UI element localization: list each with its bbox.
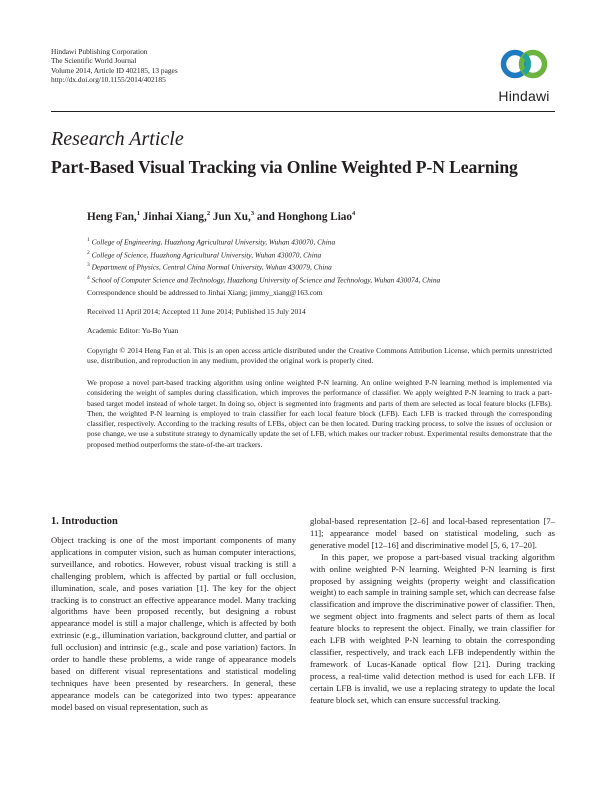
author-affil-sup: 2: [206, 210, 211, 217]
body-paragraph: Object tracking is one of the most important components of many applications in computer vision, such as human computer interactions, surveillance, and robotics. However, robust visual tracking is still a challenging problem, which is affected by partial or full occlusion, illumination, scale, and poses variation [1]. The key for the object tracking is to construct an effective appearance model. Many tracking algorithms have been proposed recently, but designing a robust appearance model is still a major challenge, which is affected by both extrinsic (e.g., illumination variation, background clutter, and partial or full occlusion) and intrinsic (e.g., scale and pose variation) factors. In order to handle these problems, a wide range of appearance models based on different visual representations and statistical modeling techniques have been presented by researchers. In general, these appearance models can be categorized into two types: appearance model based on visual representation, such as: [51, 535, 296, 712]
correspondence: Correspondence should be addressed to Jinhai Xiang; jimmy_xiang@163.com: [87, 288, 323, 297]
author-name: Jinhai Xiang,: [139, 211, 207, 223]
affiliation-text: Department of Physics, Central China Normal University, Wuhan 430079, China: [89, 262, 332, 272]
header-rule: [51, 111, 555, 112]
affiliation: [87, 235, 440, 248]
author-affil-sup: 4: [352, 210, 356, 217]
body-paragraph: global-based representation [2–6] and local-based representation [7–11]; appearance model based on statistical modeling, such as generative model [12–16] and discriminative model [5, 6, 17–20].: [310, 516, 555, 550]
affiliation-text: College of Engineering, Huazhong Agricultural University, Wuhan 430070, China: [89, 237, 336, 247]
affiliation: [87, 248, 440, 261]
academic-editor: Academic Editor: Yu-Bo Yuan: [87, 326, 179, 335]
hindawi-logo: [493, 40, 555, 104]
body-column-right: [310, 516, 555, 707]
affiliation: [87, 260, 440, 273]
author-list: [87, 211, 355, 223]
hindawi-logo-text: Hindawi: [498, 88, 550, 104]
body-column-left: [51, 535, 296, 714]
author-name: Jun Xu,: [210, 211, 251, 223]
affiliation-list: [87, 235, 440, 286]
article-type: Research Article: [51, 128, 184, 150]
publication-dates: Received 11 April 2014; Accepted 11 June 2014; Published 15 July 2014: [87, 307, 306, 316]
copyright-notice: Copyright © 2014 Heng Fan et al. This is an open access article distributed under the Creative Commons Attribution License, which permits unrestricted use, distribution, and reproduction in any medium, provided the original work is properly cited.: [87, 346, 552, 366]
journal-name: The Scientific World Journal: [51, 56, 137, 66]
affiliation-sup: 4: [87, 275, 90, 282]
author-name: Heng Fan,: [87, 211, 137, 223]
paper-title: Part-Based Visual Tracking via Online Weighted P-N Learning: [51, 157, 518, 177]
doi-link[interactable]: http://dx.doi.org/10.1155/2014/402185: [51, 74, 166, 84]
author-affil-sup: 1: [136, 210, 140, 217]
affiliation-sup: 2: [87, 249, 90, 256]
affiliation-text: College of Science, Huazhong Agricultural University, Wuhan 430070, China: [89, 250, 322, 260]
affiliation-sup: 3: [87, 262, 90, 269]
journal-header: [51, 47, 178, 84]
affiliation-sup: 1: [87, 237, 90, 243]
abstract: We propose a novel part-based tracking algorithm using online weighted P-N learning. An online weighted P-N learning method is implemented via considering the weight of samples during classification, which improves the performance of classifier. We apply weighted P-N learning to track a part-based target model instead of whole target. In doing so, object is segmented into fragments and parts of them are selected as local feature blocks (LFBs). Then, the weighted P-N learning is employed to train classifier for each local feature block (LFB). Each LFB is tracked through the corresponding classifier, respectively. According to the tracking results of LFBs, object can be then located. During tracking process, to solve the issues of occlusion or pose change, we use a substitute strategy to dynamically update the set of LFB, which makes our tracker robust. Experimental results demonstrate that the proposed method outperforms the state-of-the-art trackers.: [87, 378, 552, 449]
section-heading: 1. Introduction: [51, 516, 118, 527]
hindawi-logo-icon: [493, 40, 555, 88]
affiliation: [87, 273, 440, 286]
publisher-name: Hindawi Publishing Corporation: [51, 47, 148, 56]
volume-info: Volume 2014, Article ID 402185, 13 pages: [51, 65, 178, 75]
author-affil-sup: 3: [250, 210, 255, 217]
author-name: and Honghong Liao: [254, 211, 352, 223]
affiliation-text: School of Computer Science and Technology, Huazhong University of Science and Technology, Wuhan 430074, China: [89, 275, 441, 285]
body-paragraph: In this paper, we propose a part-based visual tracking algorithm with online weighted P-N learning. Weighted P-N learning is first proposed by assigning weights (property weight and classification weight) to each sample in training sample set, which can decrease false classification and improve the discriminative power of classifier. Then, we segment object into fragments and select parts of them as local feature blocks to represent the object. Finally, we train classifier for each LFB with weighted P-N learning to obtain the corresponding classifier, respectively, and track each LFB independently within the framework of Lucas-Kanade optical flow [21]. During tracking process, a real-time valid detection method is used for each LFB. If certain LFB is invalid, we use a replacing strategy to update the local feature block set, which can ensure successful tracking.: [310, 551, 555, 705]
